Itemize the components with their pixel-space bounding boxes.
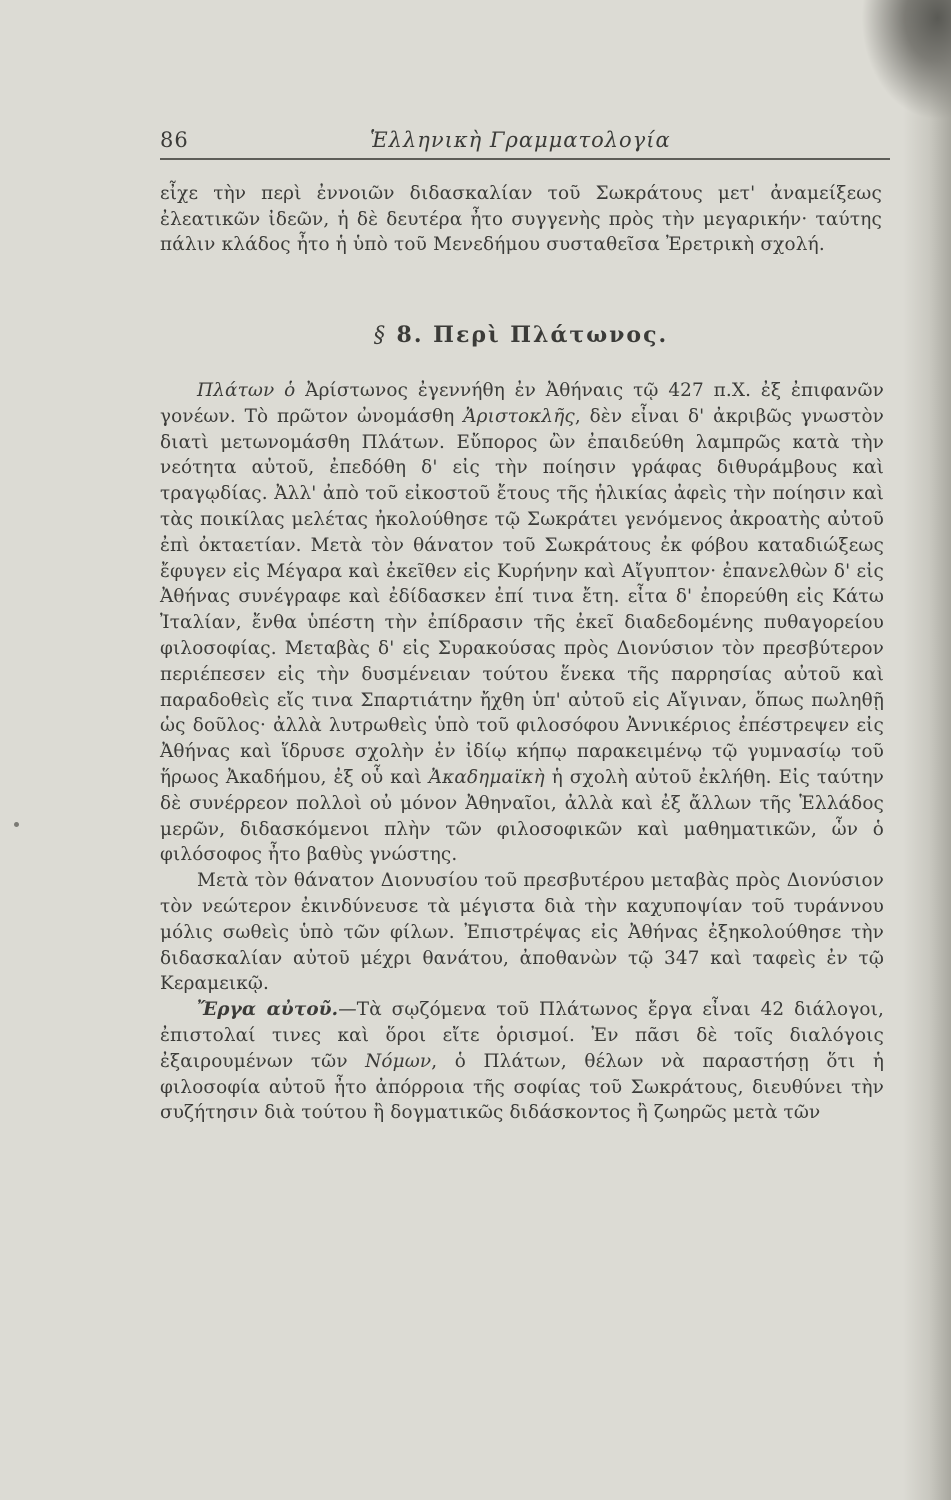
ink-speck: [14, 822, 19, 827]
corner-stain: [861, 0, 951, 120]
paragraph-2: [160, 868, 884, 997]
paragraph-3-text: —Τὰ σῳζόμενα τοῦ Πλάτωνος ἔργα εἶναι 42 διάλογοι, ἐπιστολαί τινες καὶ ὅροι εἴτε ὁρισμοί. Ἐν πᾶσι δὲ τοῖς διαλόγοις ἐξαιρουμένων τῶν: [160, 999, 884, 1072]
paragraph-3-rest: , ὁ Πλάτων, θέλων νὰ παραστήσῃ ὅτι ἡ φιλοσοφία αὐτοῦ ἦτο ἀπόρροια τῆς σοφίας τοῦ Σωκράτους, διευθύνει τὴν συζήτησιν διὰ τούτου ἢ δογματικῶς διδάσκοντος ἢ ζωηρῶς μετὰ τῶν: [160, 1050, 884, 1124]
section-symbol: §: [373, 323, 387, 348]
paragraph-1-lead: Πλάτων ὁ: [197, 380, 296, 401]
paragraph-1-school: Ἀκαδημαϊκὴ: [428, 766, 545, 788]
page-edge-shadow: [903, 0, 951, 1500]
section-number: 8.: [396, 322, 424, 348]
section-title-text: Περὶ Πλάτωνος.: [433, 322, 669, 348]
paragraph-1: [160, 378, 884, 868]
page-number: 86: [160, 128, 189, 152]
section-heading: [160, 322, 882, 348]
paragraph-1-text: Ἀρίστωνος ἐγεννήθη ἐν Ἀθήναις τῷ 427 π.Χ. ἐξ ἐπιφανῶν γονέων. Τὸ πρῶτον ὠνομάσθη: [160, 380, 884, 427]
paragraph-3-lead: Ἔργα αὐτοῦ.: [197, 999, 339, 1021]
paragraph-3: [160, 997, 884, 1126]
header-rule: [160, 158, 890, 160]
paragraph-1-end: ἡ σχολὴ αὐτοῦ ἐκλήθη. Εἰς ταύτην δὲ συνέρρεον πολλοὶ οὐ μόνον Ἀθηναῖοι, ἀλλὰ καὶ ἐξ ἄλλων τῆς Ἑλλάδος μερῶν, διδασκόμενοι πλὴν τῶν φιλοσοφικῶν καὶ μαθηματικῶν, ὧν ὁ φιλόσοφος ἦτο βαθὺς γνώστης.: [160, 766, 884, 866]
paragraph-1-name: Ἀριστοκλῆς: [463, 405, 575, 427]
paragraph-2-text: Μετὰ τὸν θάνατον Διονυσίου τοῦ πρεσβυτέρου μεταβὰς πρὸς Διονύσιον τὸν νεώτερον ἐκινδύνευσε τὰ μέγιστα διὰ τὴν καχυποψίαν τοῦ τυράννου μόλις σωθεὶς ὑπὸ τῶν φίλων. Ἐπιστρέψας εἰς Ἀθήνας ἐξηκολούθησε τὴν διδασκαλίαν αὐτοῦ μέχρι θανάτου, ἀποθανὼν τῷ 347 καὶ ταφεὶς ἐν τῷ Κεραμεικῷ.: [160, 870, 884, 995]
running-head: Ἑλληνικὴ Γραμματολογία: [370, 128, 671, 152]
intro-text: [160, 181, 882, 258]
paragraph-3-work: Νόμων: [365, 1050, 432, 1072]
main-text: [160, 378, 884, 1126]
paragraph-1-rest: , δὲν εἶναι δ' ἀκριβῶς γνωστὸν διατὶ μετωνομάσθη Πλάτων. Εὔπορος ὢν ἐπαιδεύθη λαμπρῶς κατὰ τὴν νεότητα αὐτοῦ, ἐπεδόθη δ' εἰς τὴν ποίησιν γράφας διθυράμβους καὶ τραγῳδίας. Ἀλλ' ἀπὸ τοῦ εἰκοστοῦ ἔτους τῆς ἡλικίας ἀφεὶς τὴν ποίησιν καὶ τὰς ποικίλας μελέτας ἠκολούθησε τῷ Σωκράτει γενόμενος ἀκροατὴς αὐτοῦ ἐπὶ ὀκταετίαν. Μετὰ τὸν θάνατον τοῦ Σωκράτους ἐκ φόβου καταδιώξεως ἔφυγεν εἰς Μέγαρα καὶ ἐκεῖθεν εἰς Κυρήνην καὶ Αἴγυπτον· ἐπανελθὼν δ' εἰς Ἀθήνας συνέγραφε καὶ ἐδίδασκεν ἐπί τινα ἔτη. εἶτα δ' ἐπορεύθη εἰς Κάτω Ἰταλίαν, ἔνθα ὑπέστη τὴν ἐπίδρασιν τῆς ἐκεῖ διαδεδομένης πυθαγορείου φιλοσοφίας. Μεταβὰς δ' εἰς Συρακούσας πρὸς Διονύσιον τὸν πρεσβύτερον περιέπεσεν εἰς τὴν δυσμένειαν τούτου ἕνεκα τῆς παρρησίας αὐτοῦ καὶ παραδοθεὶς εἴς τινα Σπαρτιάτην ἤχθη ὑπ' αὐτοῦ εἰς Αἴγιναν, ὅπως πωληθῇ ὡς δοῦλος· ἀλλὰ λυτρωθεὶς ὑπὸ τοῦ φιλοσόφου Ἀννικέριος ἐπέστρεψεν εἰς Ἀθήνας καὶ ἵδρυσε σχολὴν ἐν ἰδίῳ κήπῳ παρακειμένῳ τῷ γυμνασίῳ τοῦ ἥρωος Ἀκαδήμου, ἐξ οὗ καὶ: [160, 405, 884, 788]
page-header: [160, 128, 875, 158]
intro-paragraph: εἶχε τὴν περὶ ἐννοιῶν διδασκαλίαν τοῦ Σωκράτους μετ' ἀναμείξεως ἐλεατικῶν ἰδεῶν, ἡ δὲ δευτέρα ἦτο συγγενὴς πρὸς τὴν μεγαρικήν· ταύτης πάλιν κλάδος ἦτο ἡ ὑπὸ τοῦ Μενεδήμου συσταθεῖσα Ἐρετρικὴ σχολή.: [160, 183, 882, 256]
